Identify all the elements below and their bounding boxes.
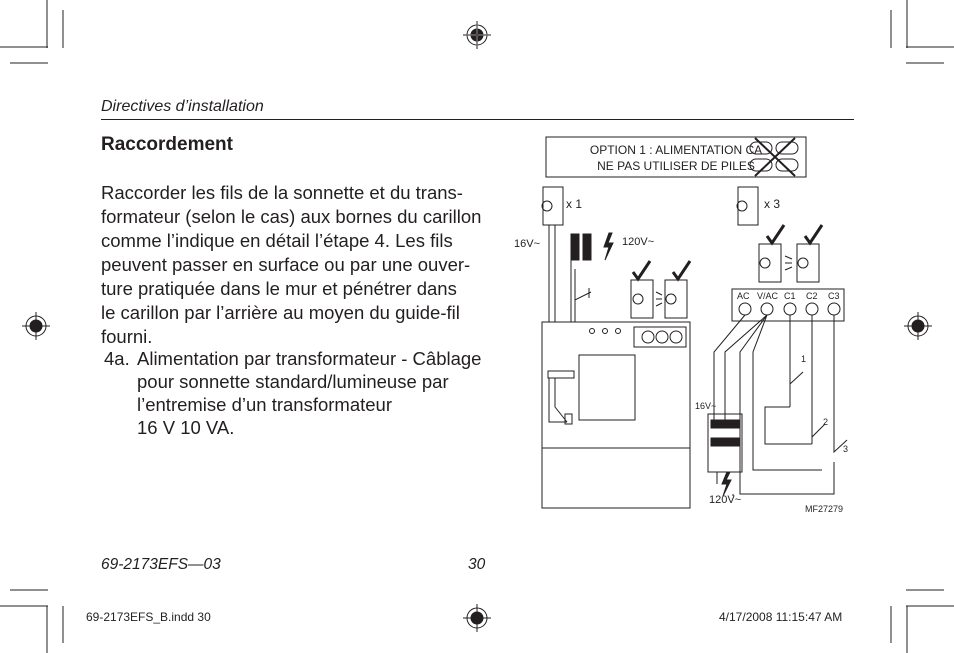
voltage-120v-left: 120V~ — [622, 236, 655, 248]
slug-datetime: 4/17/2008 11:15:47 AM — [719, 610, 843, 624]
wiring-diagram — [505, 132, 855, 520]
paragraph-line: peuvent passer en surface ou par une ouver- — [101, 254, 471, 275]
registration-mark-top — [463, 21, 491, 49]
transformer-icon — [708, 414, 742, 472]
terminal-ac: AC — [737, 291, 750, 301]
section-title: Raccordement — [101, 134, 233, 155]
check-icon — [673, 261, 690, 279]
paragraph-line: formateur (selon le cas) aux bornes du carillon — [101, 206, 482, 227]
slug-file: 69-2173EFS_B.indd 30 — [86, 610, 211, 624]
check-icon — [767, 225, 784, 243]
voltage-16v-right: 16V~ — [695, 401, 717, 411]
lightning-icon — [722, 472, 731, 496]
step-line: l’entremise d’un transformateur — [137, 394, 392, 415]
lighted-button-icon — [759, 244, 819, 282]
registration-mark-bottom — [463, 604, 491, 632]
step-line: 16 V 10 VA. — [137, 417, 235, 438]
paragraph-line: comme l’indique en détail l’étape 4. Les fils — [101, 230, 453, 251]
switch-label-1: 1 — [801, 354, 807, 364]
chime-unit — [542, 322, 690, 508]
header-rule — [101, 119, 854, 120]
count-right: x 3 — [764, 197, 781, 211]
registration-mark-right — [904, 312, 932, 340]
registration-mark-left — [22, 312, 50, 340]
page-number: 30 — [468, 556, 486, 573]
document-number: 69-2173EFS—03 — [101, 556, 221, 573]
count-left: x 1 — [566, 197, 583, 211]
transformer-icon — [571, 234, 591, 260]
step-text — [137, 347, 522, 439]
figure-id: MF27279 — [805, 504, 844, 514]
instruction-paragraph — [101, 181, 516, 349]
option-line-1: OPTION 1 : ALIMENTATION CA — [589, 143, 763, 157]
paragraph-line: ture pratiquée dans le mur et pénétrer dans — [101, 278, 457, 299]
terminal-c1: C1 — [784, 291, 796, 301]
step-line: Alimentation par transformateur - Câblage — [137, 348, 482, 369]
terminal-c2: C2 — [806, 291, 818, 301]
step-line: pour sonnette standard/lumineuse par — [137, 371, 449, 392]
running-header: Directives d’installation — [101, 98, 264, 115]
terminal-vac: V/AC — [757, 291, 779, 301]
switch-label-3: 3 — [843, 444, 849, 454]
option-line-2: NE PAS UTILISER DE PILES — [597, 159, 755, 173]
paragraph-line: Raccorder les fils de la sonnette et du trans- — [101, 182, 463, 203]
paragraph-line: le carillon par l’arrière au moyen du guide-fil — [101, 302, 460, 323]
check-icon — [633, 261, 650, 279]
step-number: 4a. — [104, 348, 130, 369]
terminal-c3: C3 — [828, 291, 840, 301]
paragraph-line: fourni. — [101, 326, 153, 347]
doorbell-button-icon — [542, 187, 563, 225]
lighted-button-icon — [631, 280, 687, 318]
doorbell-button-icon — [737, 187, 758, 225]
lightning-icon — [604, 233, 613, 260]
switch-label-2: 2 — [823, 417, 829, 427]
check-icon — [805, 225, 822, 243]
voltage-120v-bottom: 120V~ — [709, 494, 742, 506]
voltage-16v-left: 16V~ — [514, 238, 540, 250]
